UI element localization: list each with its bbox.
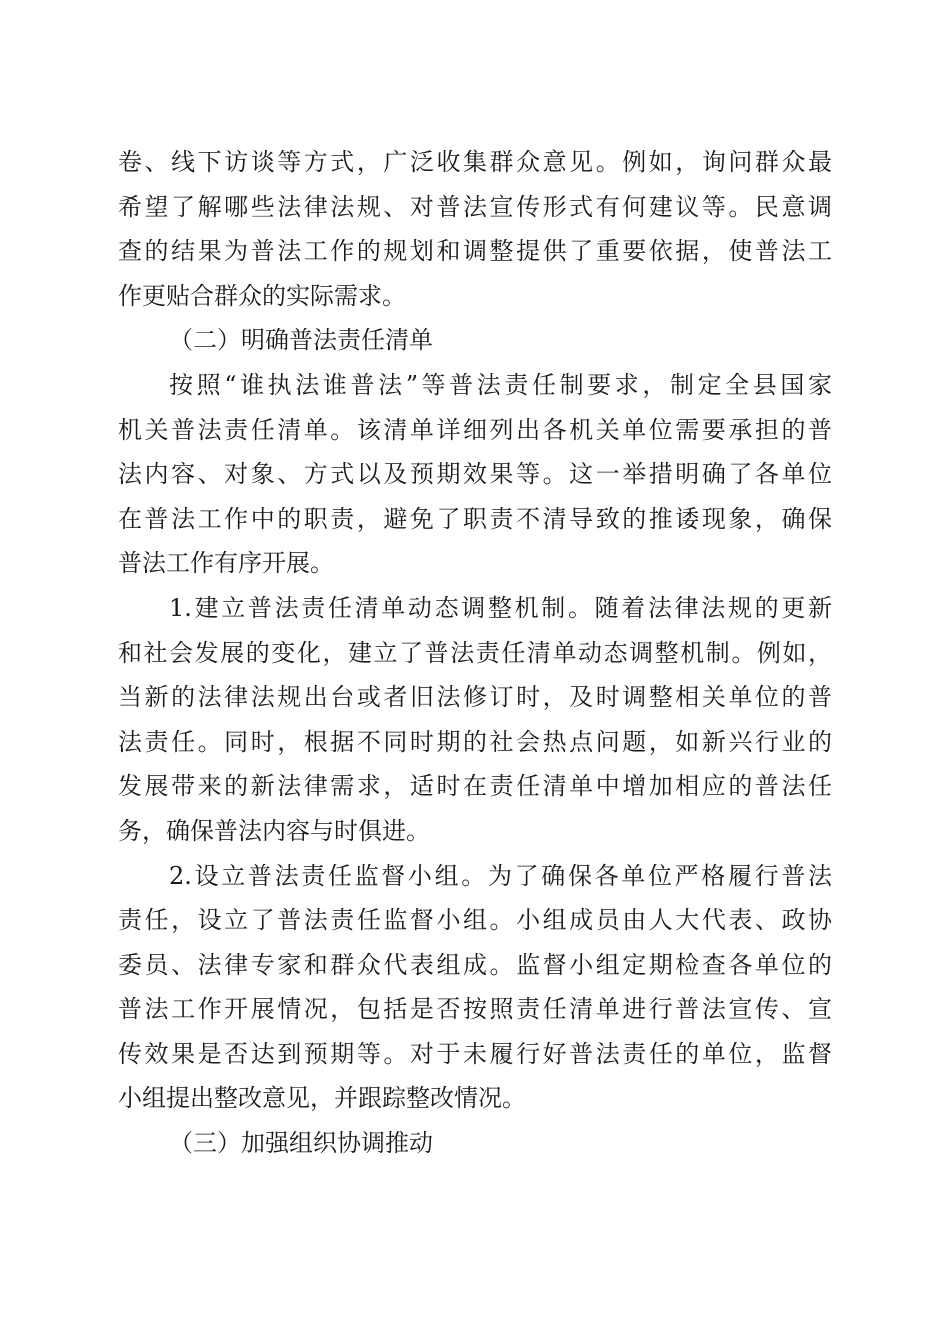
- text-line: 发展带来的新法律需求，适时在责任清单中增加相应的普法任: [118, 772, 832, 801]
- section-heading-2: （二）明确普法责任清单: [169, 326, 433, 355]
- text-line: 小组提出整改意见，并跟踪整改情况。: [118, 1084, 526, 1113]
- text-line: 委员、法律专家和群众代表组成。监督小组定期检查各单位的: [118, 950, 832, 979]
- text-line: 查的结果为普法工作的规划和调整提供了重要依据，使普法工: [118, 237, 832, 266]
- text-line: 在普法工作中的职责，避免了职责不清导致的推诿现象，确保: [118, 504, 832, 533]
- text-line: 责任，设立了普法责任监督小组。小组成员由人大代表、政协: [118, 906, 832, 935]
- text-line: 2.设立普法责任监督小组。为了确保各单位严格履行普法: [169, 861, 832, 890]
- text-line: 卷、线下访谈等方式，广泛收集群众意见。例如，询问群众最: [118, 148, 832, 176]
- text-line: 普法工作有序开展。: [118, 549, 334, 578]
- paragraph-intro: [118, 140, 832, 318]
- document-body: [118, 140, 832, 1166]
- text-line: 机关普法责任清单。该清单详细列出各机关单位需要承担的普: [118, 415, 832, 444]
- text-line: 按照“谁执法谁普法”等普法责任制要求，制定全县国家: [169, 370, 832, 399]
- section-heading-3: （三）加强组织协调推动: [169, 1129, 433, 1158]
- text-line: 当新的法律法规出台或者旧法修订时，及时调整相关单位的普: [118, 683, 832, 712]
- text-line: 1.建立普法责任清单动态调整机制。随着法律法规的更新: [169, 593, 832, 622]
- text-line: 传效果是否达到预期等。对于未履行好普法责任的单位，监督: [118, 1039, 832, 1068]
- text-line: 法责任。同时，根据不同时期的社会热点问题，如新兴行业的: [118, 727, 832, 756]
- text-line: 希望了解哪些法律法规、对普法宣传形式有何建议等。民意调: [118, 192, 832, 221]
- paragraph-item-1: [118, 586, 832, 854]
- text-line: 法内容、对象、方式以及预期效果等。这一举措明确了各单位: [118, 460, 832, 489]
- text-line: 和社会发展的变化，建立了普法责任清单动态调整机制。例如，: [118, 638, 832, 667]
- paragraph-responsibility-list: [118, 363, 832, 586]
- text-line: 普法工作开展情况，包括是否按照责任清单进行普法宣传、宣: [118, 995, 832, 1024]
- text-line: 务，确保普法内容与时俱进。: [118, 816, 430, 845]
- text-line: 作更贴合群众的实际需求。: [118, 281, 406, 310]
- paragraph-item-2: [118, 854, 832, 1122]
